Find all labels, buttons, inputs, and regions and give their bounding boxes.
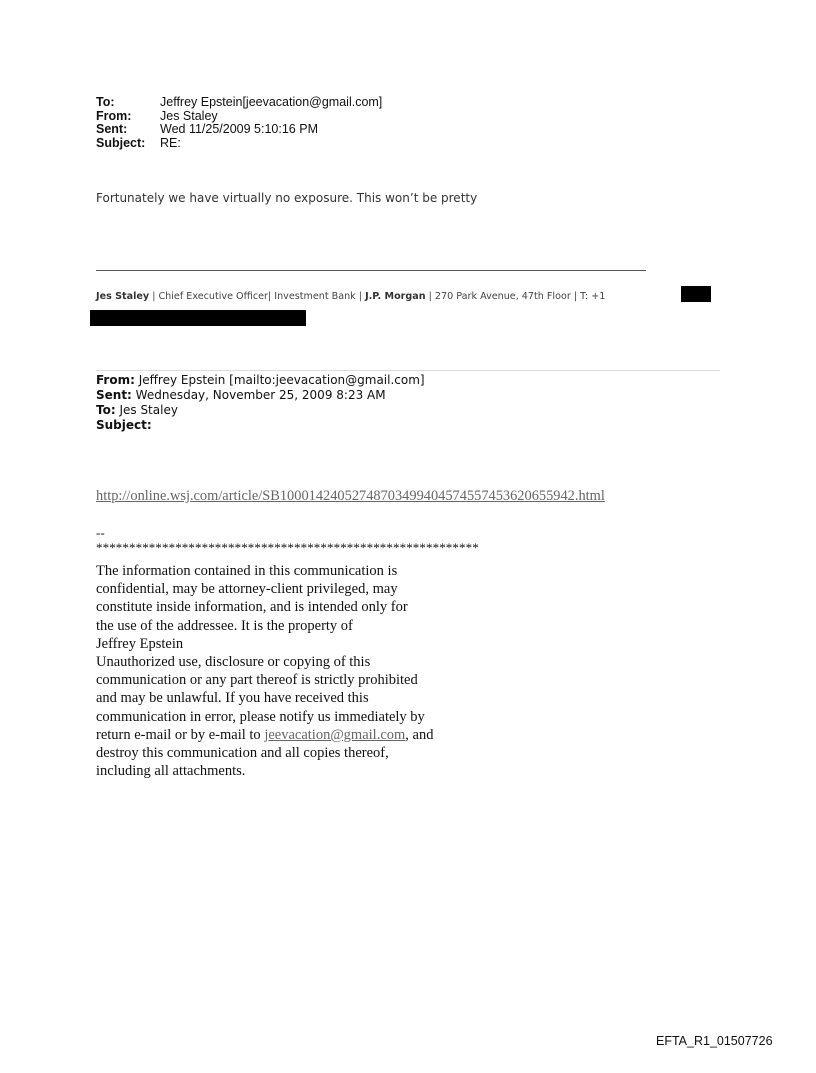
signature-name: Jes Staley [96,291,150,302]
to-row [96,96,382,110]
redaction-box [90,310,306,326]
disclaimer-line: communication or any part thereof is strictly prohibited [96,672,418,689]
confidentiality-disclaimer [96,562,516,780]
original-to-row [96,403,425,418]
original-message-header [96,373,425,433]
signature-separator: -- [96,525,105,540]
disclaimer-text: , and [405,726,434,743]
from-value: Jes Staley [160,108,218,123]
reply-body: Fortunately we have virtually no exposure. This won’t be pretty [96,191,478,205]
to-label: To: [96,95,115,109]
original-sent-label: Sent: [96,388,132,402]
disclaimer-line: confidential, may be attorney-client privileged, may [96,581,398,598]
disclaimer-line: destroy this communication and all copies thereof, [96,745,389,762]
subject-row [96,137,382,151]
email-header [96,96,382,150]
from-label: From: [96,108,132,123]
document-id: EFTA_R1_01507726 [656,1034,773,1048]
original-from-row [96,373,425,388]
original-sent-row [96,388,425,403]
disclaimer-text: return e-mail or by e-mail to [96,726,265,743]
disclaimer-line: including all attachments. [96,763,246,780]
quote-divider [96,370,720,371]
original-subject-row [96,418,425,433]
original-from-value: Jeffrey Epstein [mailto:jeevacation@gmail.com] [134,373,425,387]
original-sent-value: Wednesday, November 25, 2009 8:23 AM [131,388,386,402]
disclaimer-line: Unauthorized use, disclosure or copying of this [96,654,371,671]
to-value: Jeffrey Epstein[jeevacation@gmail.com] [160,95,383,109]
sent-value: Wed 11/25/2009 5:10:16 PM [160,122,318,136]
subject-value: RE: [160,135,181,150]
signature-divider [96,270,646,271]
subject-label: Subject: [96,135,146,150]
signature-address: | 270 Park Avenue, 47th Floor | T: +1 [425,291,606,302]
sent-label: Sent: [96,122,128,136]
original-from-label: From: [96,373,135,387]
disclaimer-line: and may be unlawful. If you have received this [96,690,369,707]
disclaimer-line: The information contained in this communication is [96,563,398,579]
signature-company: J.P. Morgan [365,291,426,302]
disclaimer-line: constitute inside information, and is intended only for [96,599,408,616]
redaction-box [681,286,711,302]
asterisk-divider: ********************************************************** [96,540,479,555]
signature-title: | Chief Executive Officer| Investment Bank | [149,291,366,302]
original-to-value: Jes Staley [115,403,178,417]
original-to-label: To: [96,403,116,417]
disclaimer-line [96,726,516,744]
disclaimer-line: the use of the addressee. It is the property of [96,617,353,634]
from-row [96,110,382,124]
article-link[interactable]: http://online.wsj.com/article/SB10001424052748703499404574557453620655942.html [96,488,605,504]
original-subject-label: Subject: [96,418,152,432]
disclaimer-line: Jeffrey Epstein [96,635,184,652]
signature-line [96,291,605,302]
disclaimer-line: communication in error, please notify us immediately by [96,708,425,725]
sent-row [96,123,382,137]
email-link[interactable]: jeevacation@gmail.com [264,726,406,743]
